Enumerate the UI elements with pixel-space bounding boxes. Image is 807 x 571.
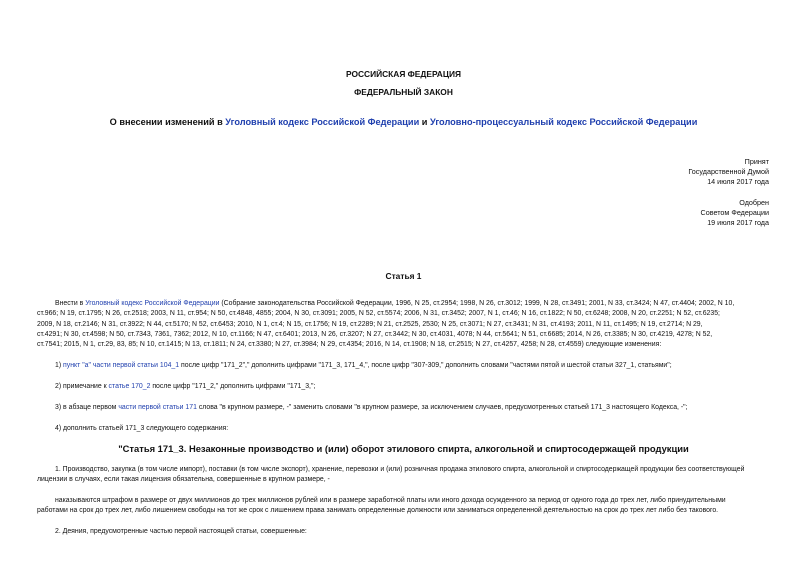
amendment-item-4: 4) дополнить статьей 171_3 следующего содержания:	[55, 425, 229, 432]
intro-criminal-code-link[interactable]: Уголовный кодекс Российской Федерации	[85, 300, 220, 307]
criminal-code-link[interactable]: Уголовный кодекс Российской Федерации	[225, 117, 420, 127]
item1-point-link[interactable]: пункт "а"	[63, 362, 91, 369]
title-mid: и	[419, 117, 430, 127]
article-1-intro	[37, 299, 777, 350]
intro-line: ст.4291; N 30, ст.4598; N 50, ст.7343, 7361, 7362; 2012, N 10, ст.1166; N 47, ст.6401; 2013, N 26, ст.3207; N 27, ст.3442; N 30, ст.4031, 4078; N 44, ст.5641; N 51, ст.6685; 2014, N 26, ст.3385; N 30, ст.4219, 4278; N 52,	[37, 330, 713, 338]
criminal-procedure-code-link[interactable]: Уголовно-процессуальный кодекс Российской Федерации	[429, 117, 698, 127]
intro-line1-rest: (Собрание законодательства Российской Федерации, 1996, N 25, ст.2954; 1998, N 26, ст.3012; 1999, N 28, ст.3491; 2001, N 33, ст.3424; N 47, ст.4404; 2002, N 10,	[219, 300, 735, 307]
document-title	[0, 117, 807, 127]
intro-prefix: Внести в	[55, 300, 86, 307]
item1-rest: после цифр "171_2"," дополнить цифрами "171_3, 171_4,", после цифр "307-309," дополнить словами "частями пятой и шестой статьи 327_1, статьями";	[179, 362, 672, 369]
item1-article-link[interactable]: части первой статьи 104_1	[92, 362, 180, 369]
item3-prefix: 3) в абзаце первом	[55, 404, 119, 411]
approved-label: Одобрен	[739, 198, 769, 207]
accepted-label: Принят	[744, 157, 769, 166]
adoption-council	[701, 198, 769, 229]
federation-heading: РОССИЙСКАЯ ФЕДЕРАЦИЯ	[345, 69, 462, 79]
part1-line: 1. Производство, закупка (в том числе импорт), поставки (в том числе экспорт), хранение, перевозки и (или) розничная продажа этилового спирта, алкогольной и спиртосодержащей продукции без соответствующей	[55, 466, 745, 473]
sanction-line: наказываются штрафом в размере от двух миллионов до трех миллионов рублей или в размере заработной платы или иного дохода осужденного за период от одного года до трех лет, либо принудительными	[55, 497, 726, 504]
article-171-3-heading: "Статья 171_3. Незаконные производство и (или) оборот этилового спирта, алкогольной и спиртосодержащей продукции	[118, 443, 689, 454]
accepted-body: Государственной Думой	[688, 167, 769, 177]
title-prefix: О внесении изменений в	[109, 117, 226, 127]
intro-line: 2009, N 18, ст.2146; N 31, ст.3922; N 44, ст.5170; N 52, ст.6453; 2010, N 1, ст.4; N 15, ст.1756; N 19, ст.2289; N 21, ст.2525, 2530; N 25, ст.3071; N 27, ст.3431; N 31, ст.4193; 2011, N 11, ст.1495; N 19, ст.2714; N 29,	[37, 320, 703, 328]
item2-prefix: 2) примечание к	[55, 383, 109, 390]
sanction-line: работами на срок до трех лет, либо лишением свободы на тот же срок с лишением права занимать определенные должности или заниматься определенной деятельностью на срок до трех лет либо без такового.	[37, 507, 719, 515]
item1-prefix: 1)	[55, 362, 64, 369]
accepted-date: 14 июля 2017 года	[707, 177, 769, 187]
approved-body: Советом Федерации	[700, 208, 769, 218]
adoption-duma	[688, 157, 769, 188]
item3-article-link[interactable]: части первой статьи 171	[118, 404, 197, 411]
article-171-3-part-1	[37, 465, 777, 486]
part1-line: лицензии в случаях, если такая лицензия обязательна, совершенные в крупном размере, -	[37, 476, 330, 484]
amendment-item-1	[55, 361, 672, 371]
law-type-heading: ФЕДЕРАЛЬНЫЙ ЗАКОН	[354, 87, 453, 97]
intro-line	[37, 299, 777, 309]
amendment-item-3	[55, 403, 688, 413]
item3-rest: слова "в крупном размере, -" заменить словами "в крупном размере, за исключением случаев, предусмотренных статьей 171_3 настоящего Кодекса, -";	[196, 404, 688, 411]
intro-line: ст.966; N 19, ст.1795; N 26, ст.2518; 2003, N 11, ст.954; N 50, ст.4848, 4855; 2004, N 30, ст.3091; 2005, N 52, ст.5574; 2006, N 31, ст.3452; 2007, N 1, ст.46; N 16, ст.1822; N 50, ст.6248; 2008, N 20, ст.2251; N 52, ст.6235;	[37, 310, 720, 318]
article-171-3-sanction	[37, 496, 777, 517]
amendment-item-2	[55, 382, 315, 392]
approved-date: 19 июля 2017 года	[707, 218, 769, 228]
article-1-heading: Статья 1	[385, 271, 422, 281]
article-171-3-part-2: 2. Деяния, предусмотренные частью первой настоящей статьи, совершенные:	[55, 528, 307, 535]
item2-article-link[interactable]: статье 170_2	[108, 383, 151, 390]
intro-line: ст.7541; 2015, N 1, ст.29, 83, 85; N 10, ст.1415; N 13, ст.1811; N 24, ст.3380; N 27, ст.3984; N 29, ст.4354; 2016, N 14, ст.1908; N 18, ст.2515; N 27, ст.4257, 4258; N 28, ст.4559) следующие изменения:	[37, 341, 662, 349]
item2-rest: после цифр "171_2," дополнить цифрами "171_3,";	[150, 383, 316, 390]
